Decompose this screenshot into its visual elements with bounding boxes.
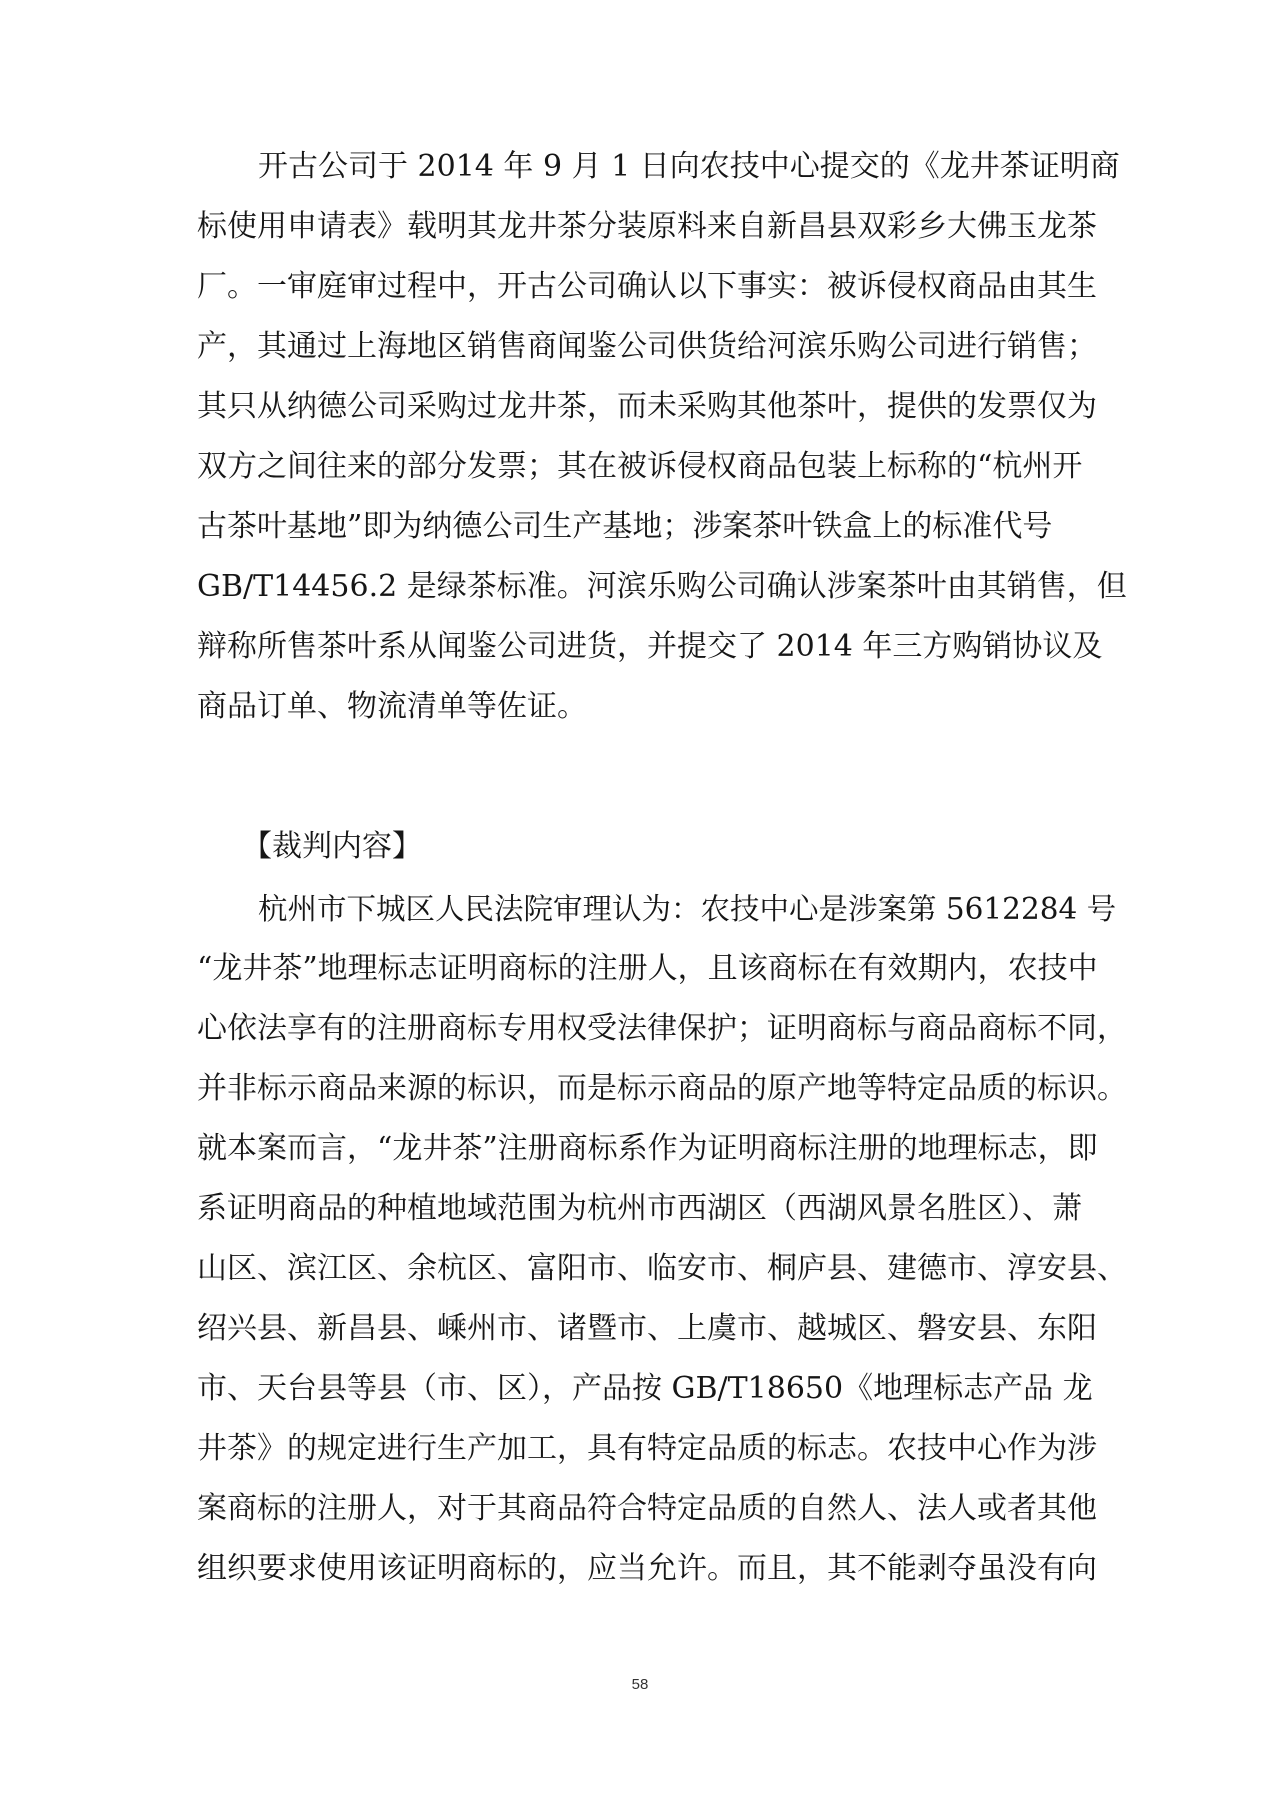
paragraph-1-line-4: 产，其通过上海地区销售商闻鉴公司供货给河滨乐购公司进行销售； — [197, 329, 1097, 364]
paragraph-2-line-5: 就本案而言，“龙井茶”注册商标系作为证明商标注册的地理标志，即 — [197, 1131, 1098, 1166]
paragraph-1-line-1: 开古公司于 2014 年 9 月 1 日向农技中心提交的《龙井茶证明商 — [258, 149, 1120, 184]
paragraph-1-line-10: 商品订单、物流清单等佐证。 — [197, 689, 587, 724]
paragraph-2-line-2: “龙井茶”地理标志证明商标的注册人，且该商标在有效期内，农技中 — [197, 951, 1098, 986]
paragraph-2-line-4: 并非标示商品来源的标识，而是标示商品的原产地等特定品质的标识。 — [197, 1071, 1127, 1106]
paragraph-1-line-6: 双方之间往来的部分发票；其在被诉侵权商品包装上标称的“杭州开 — [197, 449, 1083, 484]
paragraph-1-line-5: 其只从纳德公司采购过龙井茶，而未采购其他茶叶，提供的发票仅为 — [197, 389, 1097, 424]
paragraph-2-line-3: 心依法享有的注册商标专用权受法律保护；证明商标与商品商标不同， — [197, 1011, 1127, 1046]
paragraph-1-line-3: 厂。一审庭审过程中，开古公司确认以下事实：被诉侵权商品由其生 — [197, 269, 1097, 304]
paragraph-1-line-9: 辩称所售茶叶系从闻鉴公司进货，并提交了 2014 年三方购销协议及 — [197, 629, 1103, 664]
section-heading: 【裁判内容】 — [242, 829, 422, 864]
paragraph-2-line-9: 市、天台县等县（市、区），产品按 GB/T18650《地理标志产品 龙 — [197, 1371, 1093, 1406]
page-number: 58 — [631, 1676, 649, 1693]
paragraph-2-line-7: 山区、滨江区、余杭区、富阳市、临安市、桐庐县、建德市、淳安县、 — [197, 1251, 1127, 1286]
paragraph-2-line-1: 杭州市下城区人民法院审理认为：农技中心是涉案第 5612284 号 — [258, 892, 1117, 926]
paragraph-2-line-6: 系证明商品的种植地域范围为杭州市西湖区（西湖风景名胜区）、萧 — [197, 1191, 1082, 1226]
paragraph-2-line-12: 组织要求使用该证明商标的，应当允许。而且，其不能剥夺虽没有向 — [197, 1551, 1097, 1586]
paragraph-2-line-10: 井茶》的规定进行生产加工，具有特定品质的标志。农技中心作为涉 — [197, 1431, 1097, 1466]
paragraph-1-line-7: 古茶叶基地”即为纳德公司生产基地；涉案茶叶铁盒上的标准代号 — [197, 509, 1053, 544]
paragraph-1-line-8: GB/T14456.2 是绿茶标准。河滨乐购公司确认涉案茶叶由其销售，但 — [197, 569, 1127, 604]
paragraph-1-line-2: 标使用申请表》载明其龙井茶分装原料来自新昌县双彩乡大佛玉龙茶 — [197, 209, 1097, 244]
paragraph-2-line-8: 绍兴县、新昌县、嵊州市、诸暨市、上虞市、越城区、磐安县、东阳 — [197, 1311, 1097, 1346]
paragraph-2-line-11: 案商标的注册人，对于其商品符合特定品质的自然人、法人或者其他 — [197, 1491, 1097, 1526]
